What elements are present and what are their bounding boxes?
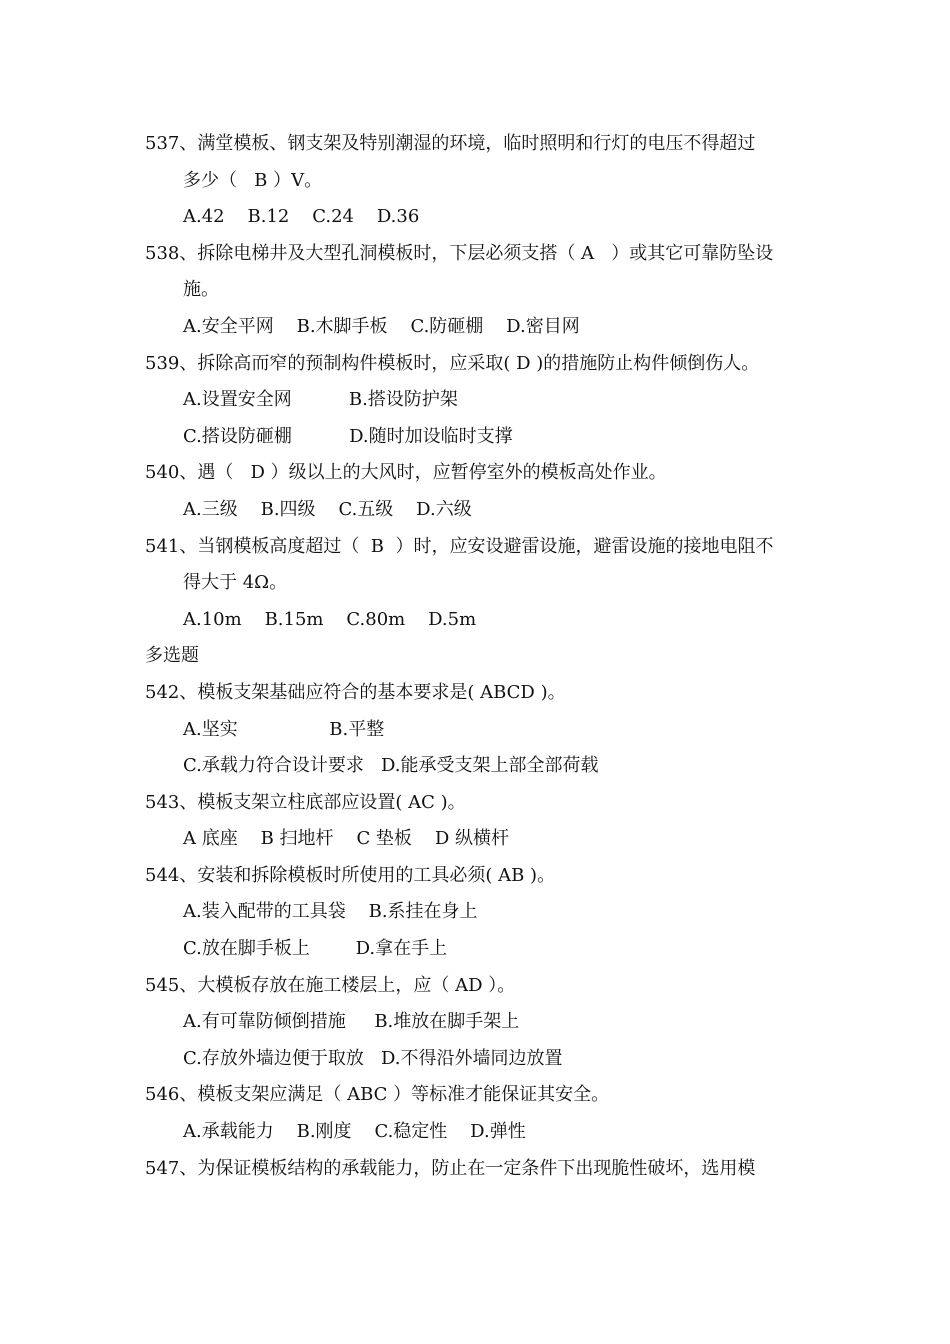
question-line: 540、遇（ D ）级以上的大风时，应暂停室外的模板高处作业。: [145, 462, 667, 484]
answer-options: C.存放外墙边便于取放 D.不得沿外墙同边放置: [183, 1047, 563, 1069]
answer-options: C.放在脚手板上 D.拿在手上: [183, 938, 448, 960]
document-body: [145, 126, 815, 1187]
question-line: 544、安装和拆除模板时所使用的工具必须( AB )。: [145, 864, 556, 886]
answer-options: C.承载力符合设计要求 D.能承受支架上部全部荷载: [183, 755, 599, 777]
answer-options: A.有可靠防倾倒措施 B.堆放在脚手架上: [183, 1011, 520, 1033]
question-line: 543、模板支架立柱底部应设置( AC )。: [145, 791, 466, 813]
answer-options: A.42 B.12 C.24 D.36: [183, 206, 420, 228]
answer-options: A.装入配带的工具袋 B.系挂在身上: [183, 901, 478, 923]
question-line: 545、大模板存放在施工楼层上，应（ AD ）。: [145, 974, 516, 996]
question-line: 538、拆除电梯井及大型孔洞模板时，下层必须支搭（ A ）或其它可靠防坠设: [145, 242, 774, 264]
answer-options: A 底座 B 扫地杆 C 垫板 D 纵横杆: [183, 828, 509, 850]
section-heading: 多选题: [145, 645, 199, 667]
answer-options: A.承载能力 B.刚度 C.稳定性 D.弹性: [183, 1121, 526, 1143]
question-line: 537、满堂模板、钢支架及特别潮湿的环境，临时照明和行灯的电压不得超过: [145, 133, 756, 154]
question-continuation: 施。: [183, 279, 219, 301]
answer-options: A.10m B.15m C.80m D.5m: [183, 608, 477, 630]
question-line: 542、模板支架基础应符合的基本要求是( ABCD )。: [145, 681, 566, 703]
question-line: 539、拆除高而窄的预制构件模板时，应采取( D )的措施防止构件倾倒伤人。: [145, 352, 760, 374]
answer-options: A.安全平网 B.木脚手板 C.防砸棚 D.密目网: [183, 315, 580, 337]
answer-options: A.坚实 B.平整: [183, 718, 385, 740]
question-line: 541、当钢模板高度超过（ B ）时，应安设避雷设施，避雷设施的接地电阻不: [145, 535, 774, 557]
question-continuation: 多少（ B ）V。: [183, 169, 323, 191]
answer-options: A.设置安全网 B.搭设防护架: [183, 389, 458, 411]
question-continuation: 得大于 4Ω。: [183, 572, 288, 594]
answer-options: A.三级 B.四级 C.五级 D.六级: [183, 498, 472, 520]
question-line: 547、为保证模板结构的承载能力，防止在一定条件下出现脆性破坏，选用模: [145, 1157, 756, 1179]
question-line: 546、模板支架应满足（ ABC ）等标准才能保证其安全。: [145, 1084, 610, 1106]
answer-options: C.搭设防砸棚 D.随时加设临时支撑: [183, 425, 513, 447]
